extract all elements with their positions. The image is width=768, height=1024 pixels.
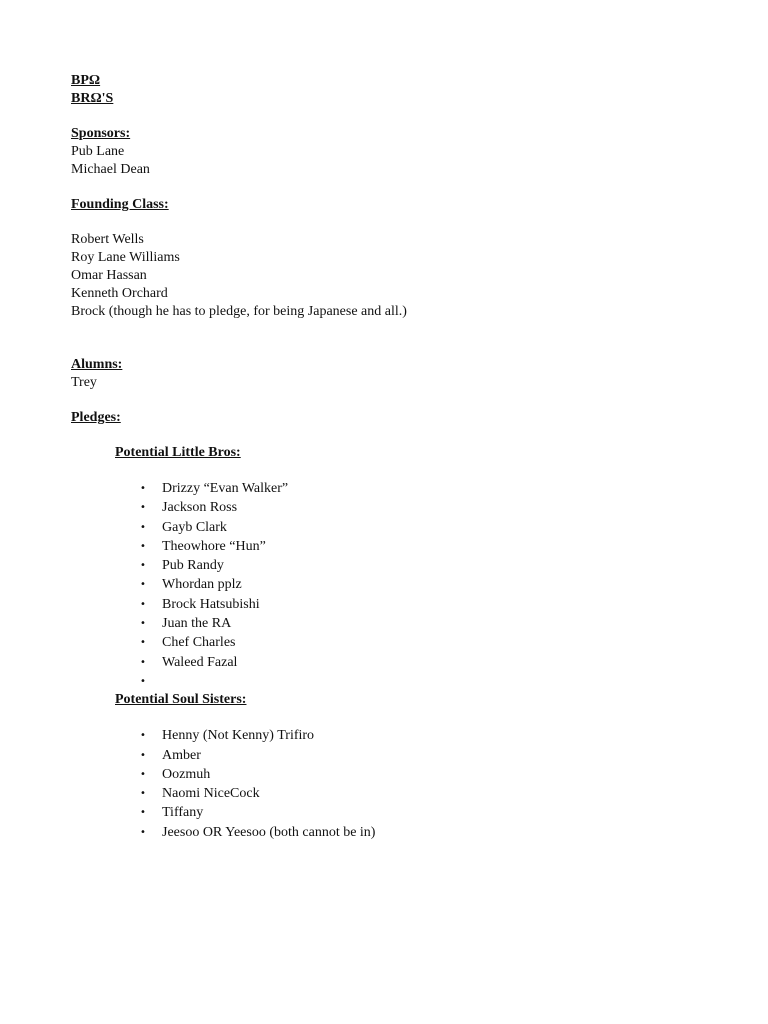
sponsors-heading: Sponsors: xyxy=(71,126,131,141)
founding-member: Brock (though he has to pledge, for being Japanese and all.) xyxy=(71,304,407,319)
founding-member: Robert Wells xyxy=(71,232,144,247)
list-item-text: Oozmuh xyxy=(162,766,211,782)
list-item xyxy=(71,575,711,594)
little-bros-list xyxy=(71,479,711,691)
bullet-icon: • xyxy=(140,768,146,780)
bullet-icon: • xyxy=(140,618,146,630)
list-item-text: Tiffany xyxy=(162,805,204,821)
founding-member: Roy Lane Williams xyxy=(71,250,180,265)
doc-title-line-1: BPΩ xyxy=(71,73,101,88)
list-item xyxy=(71,479,711,498)
sponsor-name: Pub Lane xyxy=(71,144,125,159)
list-item xyxy=(71,765,711,784)
bullet-icon: • xyxy=(140,675,146,687)
sponsor-name: Michael Dean xyxy=(71,162,150,177)
list-item xyxy=(71,784,711,803)
doc-title-line-2: BRΩ'S xyxy=(71,91,114,106)
list-item-text: Juan the RA xyxy=(162,616,232,632)
bullet-icon: • xyxy=(140,656,146,668)
founding-class-heading: Founding Class: xyxy=(71,197,169,212)
list-item-text: Jackson Ross xyxy=(162,500,238,516)
bullet-icon: • xyxy=(140,749,146,761)
list-item-text: Chef Charles xyxy=(162,635,236,651)
list-item xyxy=(71,537,711,556)
bullet-icon: • xyxy=(140,560,146,572)
bullet-icon: • xyxy=(140,826,146,838)
list-item xyxy=(71,726,711,745)
list-item xyxy=(71,498,711,517)
bullet-icon: • xyxy=(140,483,146,494)
list-item-text: Brock Hatsubishi xyxy=(162,596,260,612)
bullet-icon: • xyxy=(140,579,146,591)
list-item-text: Whordan pplz xyxy=(162,577,242,593)
bullet-icon: • xyxy=(140,540,146,552)
list-item xyxy=(71,614,711,633)
list-item xyxy=(71,633,711,652)
document-page xyxy=(71,72,711,842)
list-item-text: Theowhore “Hun” xyxy=(162,538,266,554)
bullet-icon: • xyxy=(140,807,146,819)
list-item-text: Amber xyxy=(162,747,201,763)
list-item xyxy=(71,556,711,575)
pledges-heading: Pledges: xyxy=(71,410,121,425)
list-item xyxy=(71,746,711,765)
list-item-text: Waleed Fazal xyxy=(162,654,238,670)
little-bros-heading: Potential Little Bros: xyxy=(115,445,241,460)
list-item-text: Gayb Clark xyxy=(162,519,227,535)
list-item xyxy=(71,518,711,537)
list-item-text: Naomi NiceCock xyxy=(162,786,260,802)
soul-sisters-heading: Potential Soul Sisters: xyxy=(115,692,247,708)
bullet-icon: • xyxy=(140,637,146,649)
founding-member: Omar Hassan xyxy=(71,268,147,283)
list-item xyxy=(71,823,711,842)
list-item-text: Henny (Not Kenny) Trifiro xyxy=(162,728,315,744)
bullet-icon: • xyxy=(140,788,146,800)
bullet-icon: • xyxy=(140,521,146,533)
list-item-empty xyxy=(71,672,711,691)
bullet-icon: • xyxy=(140,730,146,742)
founding-member: Kenneth Orchard xyxy=(71,286,168,301)
list-item-text: Drizzy “Evan Walker” xyxy=(162,481,289,496)
soul-sisters-list xyxy=(71,726,711,842)
list-item xyxy=(71,595,711,614)
alumns-heading: Alumns: xyxy=(71,357,123,372)
list-item-text: Pub Randy xyxy=(162,558,224,574)
list-item xyxy=(71,803,711,822)
bullet-icon: • xyxy=(140,502,146,514)
bullet-icon: • xyxy=(140,598,146,610)
list-item xyxy=(71,653,711,672)
list-item-text: Jeesoo OR Yeesoo (both cannot be in) xyxy=(162,824,376,840)
alumn-name: Trey xyxy=(71,375,97,390)
